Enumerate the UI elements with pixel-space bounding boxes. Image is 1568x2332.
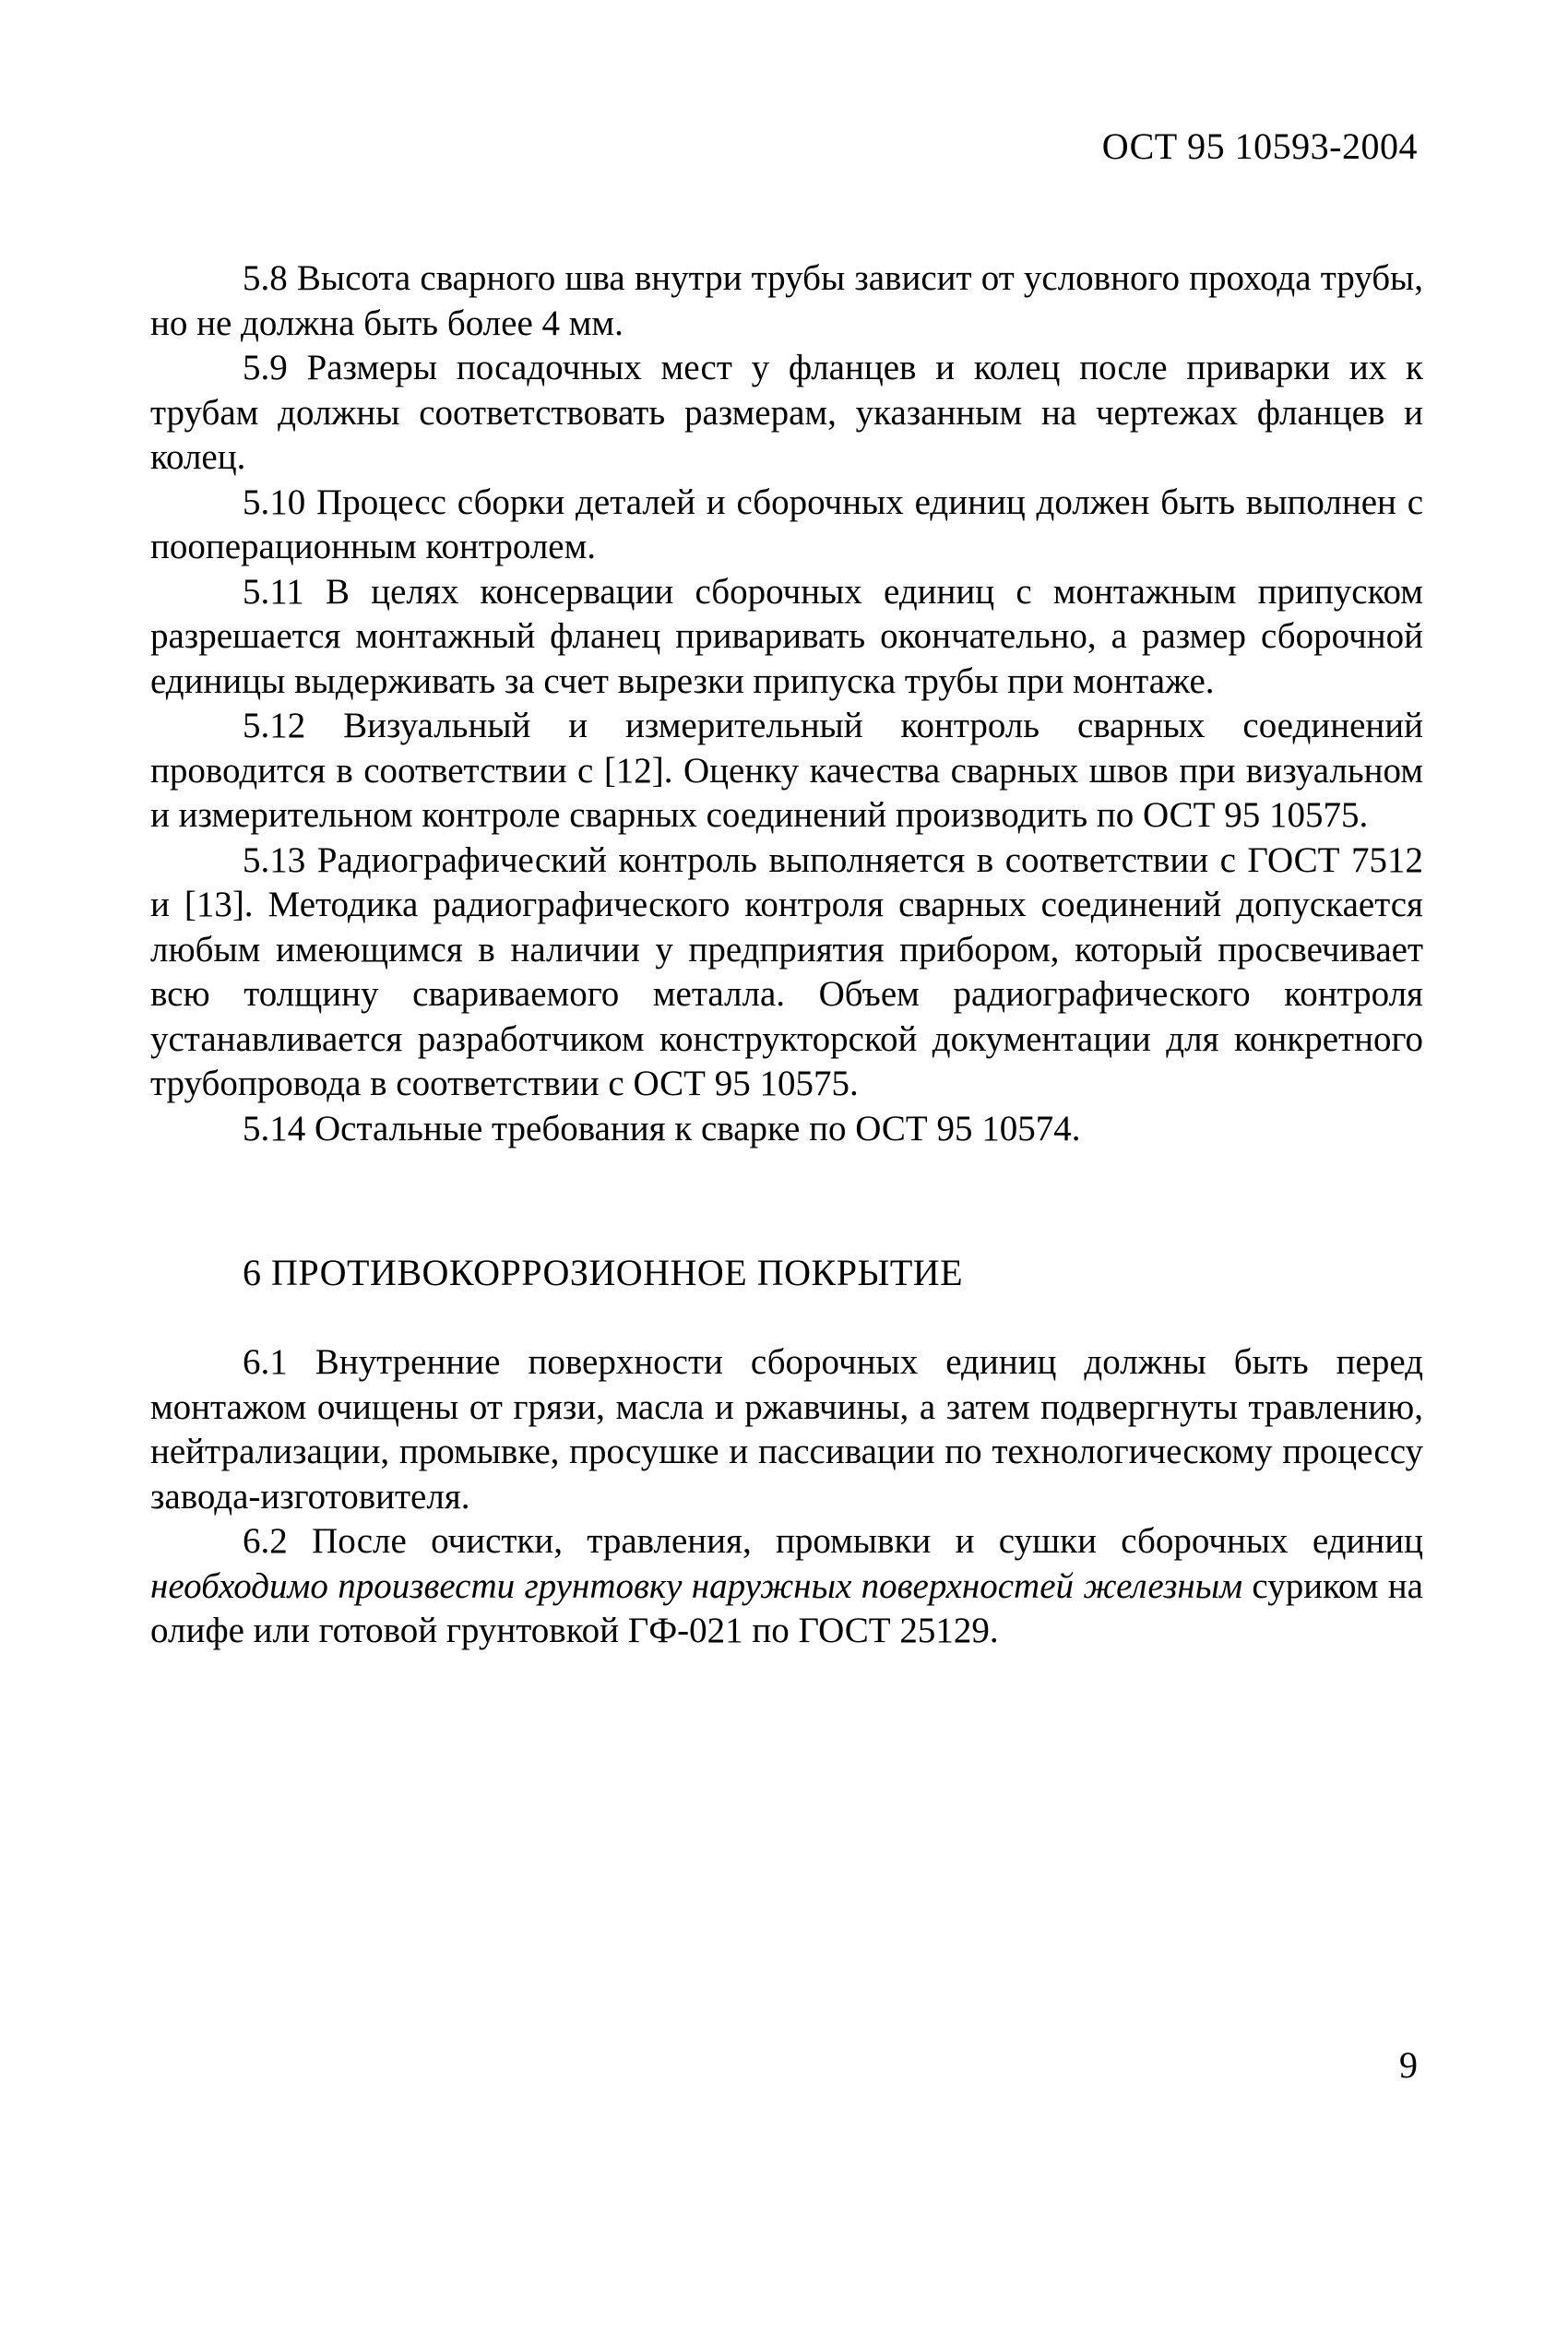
document-code-header: ОСТ 95 10593-2004 [1101, 125, 1418, 167]
clause-6-2 [150, 1519, 1423, 1654]
clause-6-2-start: 6.2 После очистки, травления, промывки и сушки сборочных единиц [243, 1521, 1423, 1561]
section-6-heading: 6 ПРОТИВОКОРРОЗИОННОЕ ПОКРЫТИЕ [243, 1252, 964, 1293]
section-5-continuation [150, 256, 1423, 1151]
clause-6-2-end: суриком на олифе или готовой грунтовкой ГФ-021 по ГОСТ 25129. [150, 1565, 1423, 1650]
page-number: 9 [1399, 2044, 1418, 2086]
section-6-body [150, 1340, 1423, 1654]
clause-6-1: 6.1 Внутренние поверхности сборочных единиц должны быть перед монтажом очищены от грязи, масла и ржавчины, а затем подвергнуты травлению, нейтрализации, промывке, просушке и пассивации по технологическому процессу завода-изготовителя. [150, 1342, 1423, 1517]
clause-5-14: 5.14 Остальные требования к сварке по ОСТ 95 10574. [243, 1108, 1081, 1148]
clause-5-13: 5.13 Радиографический контроль выполняется в соответствии с ГОСТ 7512 и [13]. Методика радиографического контроля сварных соединений допускается любым имеющимся в наличии у предприятия прибором, который просвечивает всю толщину свариваемого металла. Объем радиографического контроля устанавливается разработчиком конструкторской документации для конкретного трубопровода в соответствии с ОСТ 95 10575. [150, 839, 1423, 1103]
page-content [150, 256, 1423, 1654]
clause-5-9: 5.9 Размеры посадочных мест у фланцев и колец после приварки их к трубам должны соответствовать размерам, указанным на чертежах фланцев и колец. [150, 348, 1423, 477]
clause-6-2-italic: необходимо произвести грунтовку наружных поверхностей железным [150, 1565, 1243, 1606]
clause-5-12: 5.12 Визуальный и измерительный контроль сварных соединений проводится в соответствии с [12]. Оценку качества сварных швов при визуальном и измерительном контроле сварных соединений производить по ОСТ 95 10575. [150, 706, 1423, 835]
clause-5-8: 5.8 Высота сварного шва внутри трубы зависит от условного прохода трубы, но не должна быть более 4 мм. [150, 258, 1423, 343]
clause-5-11: 5.11 В целях консервации сборочных единиц с монтажным припуском разрешается монтажный фланец приваривать окончательно, а размер сборочной единицы выдерживать за счет вырезки припуска трубы при монтаже. [150, 571, 1423, 701]
clause-5-10: 5.10 Процесс сборки деталей и сборочных единиц должен быть выполнен с пооперационным контролем. [150, 482, 1423, 566]
